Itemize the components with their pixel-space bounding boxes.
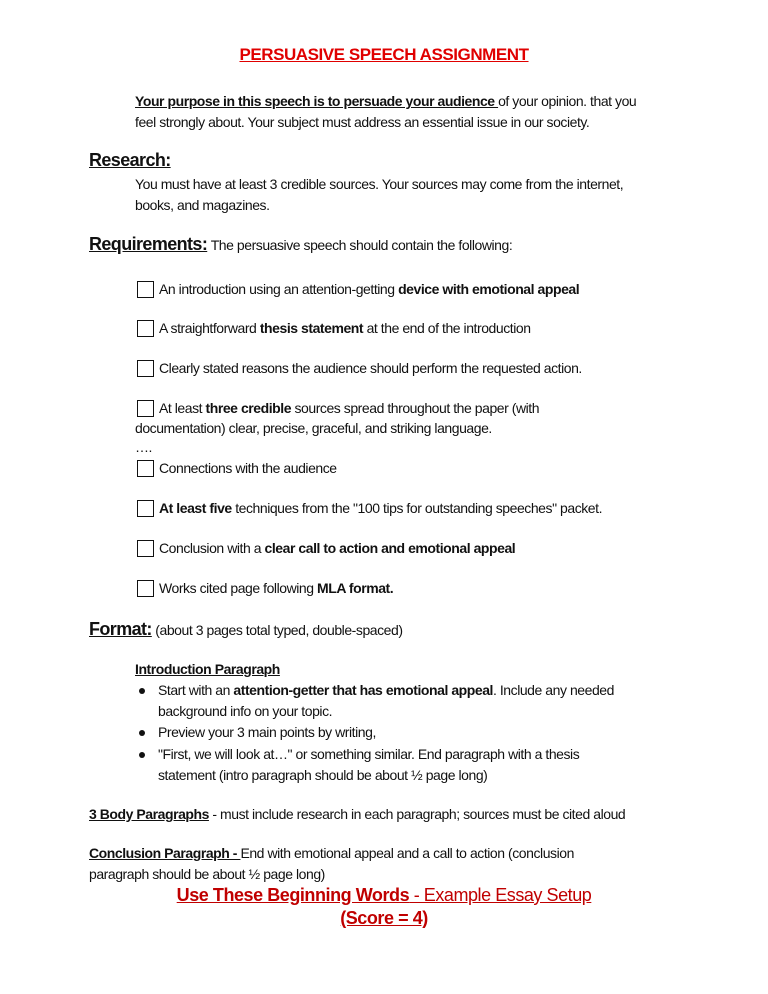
requirement-item: Clearly stated reasons the audience should perform the requested action. bbox=[159, 360, 582, 376]
research-heading: Research: bbox=[89, 150, 171, 170]
requirements-heading: Requirements: bbox=[89, 234, 208, 254]
requirement-checkbox[interactable] bbox=[137, 500, 154, 517]
purpose-line-1 bbox=[135, 92, 636, 110]
ellipsis: …. bbox=[135, 439, 152, 455]
bullet-3: "First, we will look at…" or something similar. End paragraph with a thesis bbox=[158, 746, 580, 762]
purpose-text: of your opinion. that you bbox=[498, 93, 637, 109]
bullet-icon bbox=[139, 730, 145, 736]
bullet-1: Start with an attention-getter that has emotional appeal. Include any needed bbox=[158, 682, 614, 698]
format-note: (about 3 pages total typed, double-spaced) bbox=[155, 622, 403, 638]
requirements-line bbox=[89, 235, 512, 254]
bullet-2: Preview your 3 main points by writing, bbox=[158, 724, 376, 740]
requirement-item: An introduction using an attention-getting device with emotional appeal bbox=[159, 281, 580, 297]
intro-paragraph-heading: Introduction Paragraph bbox=[135, 661, 280, 677]
format-line bbox=[89, 620, 403, 639]
requirement-item: At least five techniques from the "100 tips for outstanding speeches" packet. bbox=[159, 500, 603, 516]
bullet-1-cont: background info on your topic. bbox=[158, 703, 333, 719]
requirements-intro: The persuasive speech should contain the following: bbox=[210, 237, 513, 253]
score-label: (Score = 4) bbox=[340, 908, 428, 928]
requirement-checkbox[interactable] bbox=[137, 320, 154, 337]
requirement-checkbox[interactable] bbox=[137, 360, 154, 377]
bullet-icon bbox=[139, 688, 145, 694]
requirement-item: A straightforward thesis statement at the end of the introduction bbox=[159, 320, 531, 336]
bullet-3-cont: statement (intro paragraph should be about ½ page long) bbox=[158, 767, 488, 783]
requirement-checkbox[interactable] bbox=[137, 540, 154, 557]
example-essay-link[interactable]: Use These Beginning Words - Example Essay Setup bbox=[176, 885, 592, 905]
body-paragraphs-line: 3 Body Paragraphs - must include research in each paragraph; sources must be cited aloud bbox=[89, 806, 626, 822]
requirement-checkbox[interactable] bbox=[137, 580, 154, 597]
conclusion-line-2: paragraph should be about ½ page long) bbox=[89, 866, 325, 882]
purpose-line-2: feel strongly about. Your subject must address an essential issue in our society. bbox=[135, 114, 590, 130]
requirement-checkbox[interactable] bbox=[137, 400, 154, 417]
conclusion-line: Conclusion Paragraph - End with emotional appeal and a call to action (conclusion bbox=[89, 845, 574, 861]
requirement-item: Connections with the audience bbox=[159, 460, 337, 476]
requirement-4-continuation: documentation) clear, precise, graceful, and striking language. bbox=[135, 420, 492, 436]
requirement-item: At least three credible sources spread throughout the paper (with bbox=[159, 400, 540, 416]
requirement-item: Conclusion with a clear call to action and emotional appeal bbox=[159, 540, 516, 556]
purpose-bold: Your purpose in this speech is to persuade your audience bbox=[135, 93, 499, 109]
requirement-checkbox[interactable] bbox=[137, 281, 154, 298]
page-title: PERSUASIVE SPEECH ASSIGNMENT bbox=[239, 45, 529, 64]
format-heading: Format: bbox=[89, 619, 152, 639]
requirement-item: Works cited page following MLA format. bbox=[159, 580, 394, 596]
research-line-2: books, and magazines. bbox=[135, 197, 270, 213]
research-line-1: You must have at least 3 credible sources. Your sources may come from the internet, bbox=[135, 176, 624, 192]
requirement-checkbox[interactable] bbox=[137, 460, 154, 477]
bullet-icon bbox=[139, 752, 145, 758]
